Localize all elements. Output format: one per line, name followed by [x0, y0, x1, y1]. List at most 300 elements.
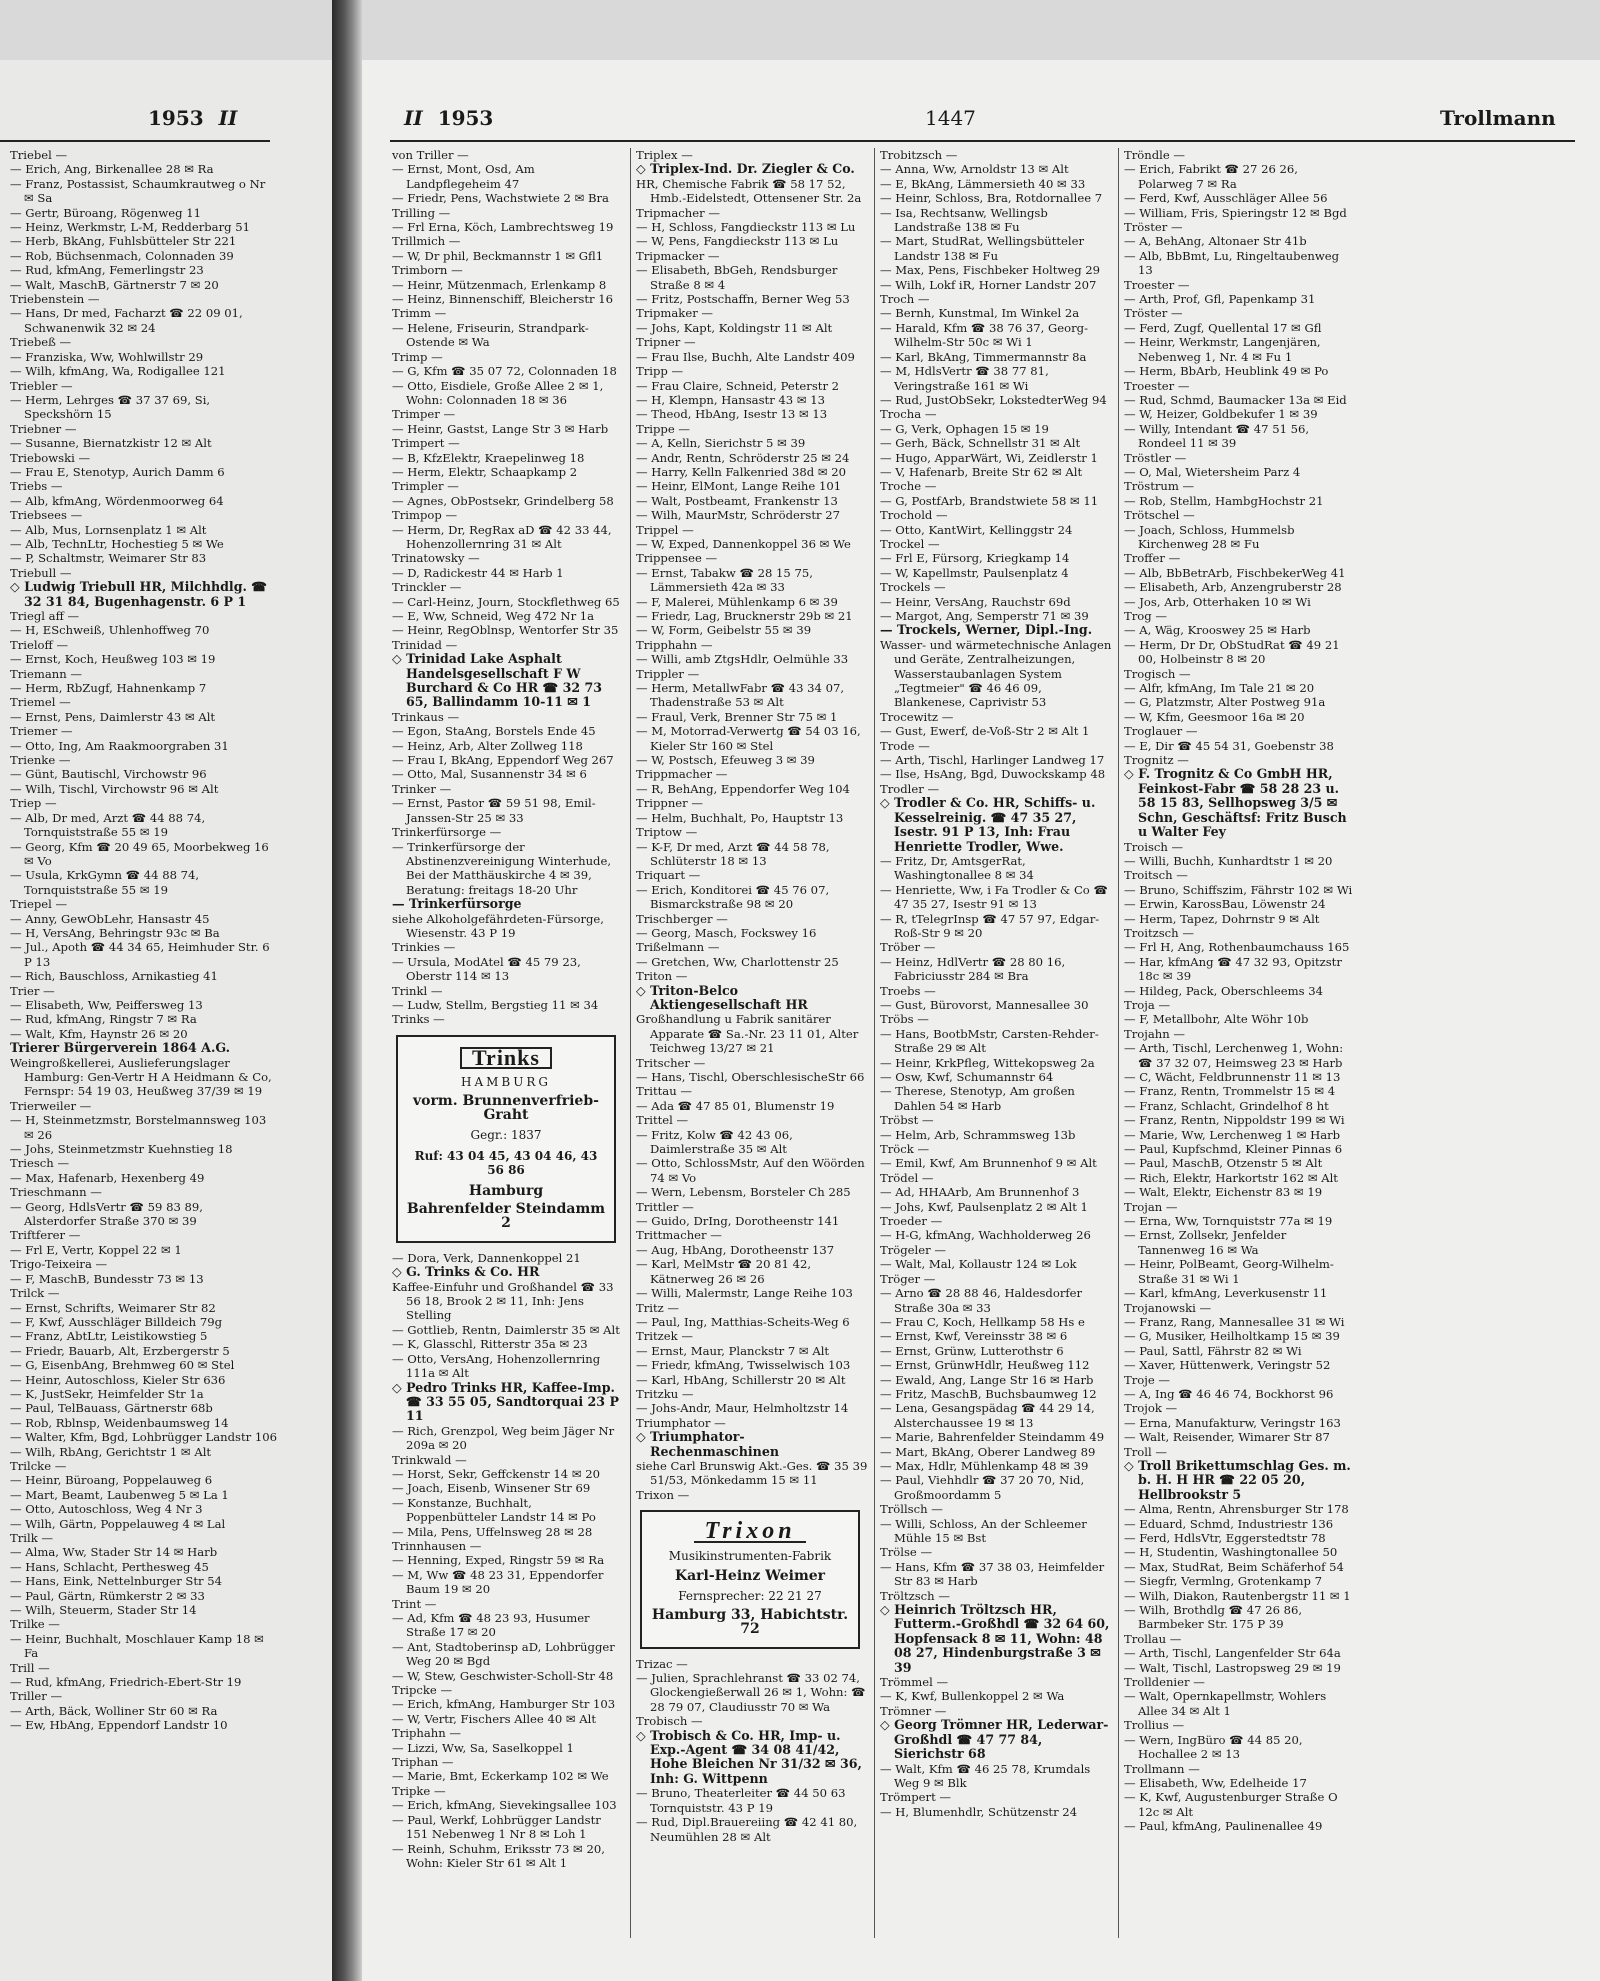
directory-entry: — Ernst, GrünwHdlr, Heußweg 112	[880, 1358, 1090, 1373]
directory-entry: — Karl, HbAng, Schillerstr 20 ✉ Alt	[636, 1372, 846, 1387]
directory-entry: Triegl aff —	[10, 609, 80, 623]
directory-entry: — Max, Hdlr, Mühlenkamp 48 ✉ 39	[880, 1458, 1089, 1473]
directory-entry: Trimp —	[392, 349, 443, 364]
trixon-phone: Fernsprecher: 22 21 27	[678, 1589, 822, 1604]
directory-entry: — Franz, Schlacht, Grindelhof 8 ht	[1124, 1098, 1329, 1113]
directory-entry: Tripmacker —	[636, 248, 720, 263]
directory-entry: Tröstler —	[1124, 450, 1187, 465]
directory-entry: Trömner —	[880, 1703, 947, 1718]
directory-entry: Trobitzsch —	[880, 148, 958, 162]
directory-entry: Kaffee-Einfuhr und Großhandel ☎ 33 56 18, Brook 2 ✉ 11, Inh: Jens Stelling	[392, 1279, 614, 1323]
directory-entry: Trogisch —	[1124, 666, 1191, 681]
directory-entry: Triptow —	[636, 825, 698, 840]
right-column-3	[880, 148, 1112, 1978]
directory-entry: — Heinr, PolBeamt, Georg-Wilhelm-Straße 31 ✉ Wi 1	[1124, 1257, 1334, 1286]
directory-entry: Trojan —	[1124, 1199, 1178, 1214]
trixon-advertisement	[640, 1510, 860, 1648]
directory-entry: — Heinr, ElMont, Lange Reihe 101	[636, 479, 842, 494]
directory-entry: — W, Vertr, Fischers Allee 40 ✉ Alt	[392, 1711, 597, 1726]
directory-entry: — Elisabeth, BbGeh, Rendsburger Straße 8 ✉ 4	[636, 263, 838, 292]
directory-entry: — Alb, Dr med, Arzt ☎ 44 88 74, Tornquiststraße 55 ✉ 19	[10, 810, 206, 840]
directory-entry: ◇ Triplex-Ind. Dr. Ziegler & Co.	[636, 161, 855, 177]
directory-entry: — Arth, Tischl, Langenfelder Str 64a	[1124, 1646, 1341, 1661]
directory-entry: — Alb, kfmAng, Wördenmoorweg 64	[10, 493, 224, 508]
trinks-place: Hamburg	[468, 1182, 544, 1199]
directory-entry: Trippler —	[636, 666, 700, 681]
directory-entry: — Frau E, Stenotyp, Aurich Damm 6	[10, 464, 225, 479]
directory-entry: — Wilh, Diakon, Rautenbergstr 11 ✉ 1	[1124, 1588, 1351, 1603]
directory-entry: — Karl, MelMstr ☎ 20 81 42, Kätnerweg 26 ✉ 26	[636, 1257, 812, 1286]
directory-entry: — Georg, HdlsVertr ☎ 59 83 89, Alsterdorfer Straße 370 ✉ 39	[10, 1199, 203, 1229]
directory-entry: — Julien, Sprachlehranst ☎ 33 02 74, Glockengießerwall 26 ✉ 1, Wohn: ☎ 28 79 07, Claudiusstr 70 ✉ Wa	[636, 1671, 866, 1714]
directory-entry: — Arth, Bäck, Wolliner Str 60 ✉ Ra	[10, 1703, 218, 1718]
directory-entry: — F, Kwf, Ausschläger Billdeich 79g	[10, 1314, 223, 1329]
directory-entry: — Paul, Viehhdlr ☎ 37 20 70, Nid, Großmoordamm 5	[880, 1473, 1085, 1502]
directory-entry: — Hans, Kfm ☎ 37 38 03, Heimfelder Str 83 ✉ Harb	[880, 1559, 1105, 1589]
directory-entry: — Ewald, Ang, Lange Str 16 ✉ Harb	[880, 1372, 1094, 1387]
directory-entry: — Erna, Manufakturw, Veringstr 163	[1124, 1415, 1341, 1430]
directory-entry: — Hans, Schlacht, Perthesweg 45	[10, 1559, 209, 1574]
directory-entry: Trinkwald —	[392, 1452, 467, 1467]
trinks-city: HAMBURG	[461, 1075, 551, 1090]
directory-entry: — Carl-Heinz, Journ, Stockflethweg 65	[392, 594, 620, 609]
directory-entry: — Wilh, Steuerm, Stader Str 14	[10, 1603, 197, 1618]
directory-entry: — Willi, Malermstr, Lange Reihe 103	[636, 1286, 853, 1301]
right-column-4	[1124, 148, 1356, 1978]
left-page	[0, 60, 332, 1981]
directory-entry: — Hans, Tischl, OberschlesischeStr 66	[636, 1070, 865, 1084]
directory-entry: — Mart, StudRat, Wellingsbütteler Landstr 138 ✉ Fu	[880, 234, 1085, 263]
directory-entry: Trinkl —	[392, 983, 443, 998]
directory-entry: — Paul, Ing, Matthias-Scheits-Weg 6	[636, 1314, 850, 1329]
directory-entry: — Herm, Lehrges ☎ 37 37 69, Si, Speckshörn 15	[10, 392, 211, 422]
directory-entry: — Frau I, BkAng, Eppendorf Weg 267	[392, 753, 614, 768]
trinks-address: Bahrenfelder Steindamm 2	[406, 1201, 606, 1232]
directory-entry: Trizac —	[636, 1656, 688, 1671]
directory-entry: — Herm, RbZugf, Hahnenkamp 7	[10, 681, 207, 696]
directory-entry: — Osw, Kwf, Schumannstr 64	[880, 1070, 1054, 1084]
directory-entry: — Marie, Bahrenfelder Steindamm 49	[880, 1430, 1105, 1445]
directory-entry: — G, Platzmstr, Alter Postweg 91a	[1124, 695, 1326, 710]
directory-entry: Trittler —	[636, 1199, 694, 1214]
directory-entry: ◇ Trodler & Co. HR, Schiffs- u. Kesselreinig. ☎ 47 35 27, Isestr. 91 P 13, Inh: Frau Henriette Trodler, Wwe.	[880, 795, 1096, 854]
directory-entry: — Herm, Dr Dr, ObStudRat ☎ 49 21 00, Holbeinstr 8 ✉ 20	[1124, 637, 1340, 667]
directory-entry: — Johs, Kwf, Paulsenplatz 2 ✉ Alt 1	[880, 1199, 1088, 1214]
right-column-1	[392, 148, 624, 1978]
directory-entry: — Frau Claire, Schneid, Peterstr 2	[636, 378, 840, 393]
directory-entry: Trinks —	[392, 1012, 445, 1027]
directory-entry: Triphan —	[392, 1755, 454, 1770]
directory-entry: — W, Dr phil, Beckmannstr 1 ✉ Gfl1	[392, 248, 604, 263]
directory-entry: — Alb, Mus, Lornsenplatz 1 ✉ Alt	[10, 522, 207, 537]
directory-entry: — Arth, Tischl, Harlinger Landweg 17	[880, 753, 1105, 768]
directory-entry: Trieschmann —	[10, 1185, 102, 1200]
directory-entry: — Joach, Schloss, Hummelsb Kirchenweg 28 ✉ Fu	[1124, 522, 1295, 551]
directory-entry: — G, Musiker, Heilholtkamp 15 ✉ 39	[1124, 1329, 1340, 1344]
directory-entry: Trinker —	[392, 781, 452, 796]
directory-entry: Trierer Bürgerverein 1864 A.G.	[10, 1040, 231, 1056]
directory-entry: — A, BehAng, Altonaer Str 41b	[1124, 234, 1307, 249]
directory-entry: Tripmaker —	[636, 306, 714, 321]
directory-entry: — Bernh, Kunstmal, Im Winkel 2a	[880, 306, 1080, 321]
directory-entry: — Alma, Ww, Stader Str 14 ✉ Harb	[10, 1545, 218, 1560]
column-divider	[874, 148, 875, 1938]
directory-entry: — W, Postsch, Efeuweg 3 ✉ 39	[636, 753, 815, 768]
directory-entry: — Helm, Buchhalt, Po, Hauptstr 13	[636, 810, 844, 825]
directory-entry: — Karl, kfmAng, Leverkusenstr 11	[1124, 1286, 1328, 1301]
directory-entry: — Gretchen, Ww, Charlottenstr 25	[636, 954, 839, 969]
directory-entry: — Hans, Dr med, Facharzt ☎ 22 09 01, Schwanenwik 32 ✉ 24	[10, 306, 243, 335]
directory-entry: — Ernst, Schrifts, Weimarer Str 82	[10, 1300, 216, 1315]
directory-entry: — Rud, kfmAng, Friedrich-Ebert-Str 19	[10, 1675, 242, 1690]
directory-entry: — Hugo, ApparWärt, Wi, Zeidlerstr 1	[880, 450, 1098, 465]
directory-entry: — Herm, Elektr, Schaapkamp 2	[392, 464, 578, 479]
directory-entry: Tröllsch —	[880, 1502, 943, 1517]
directory-entry: Troje —	[1124, 1372, 1170, 1387]
directory-entry: Troll —	[1124, 1444, 1167, 1459]
directory-entry: Trollmann —	[1124, 1761, 1200, 1776]
directory-entry: — G, PostfArb, Brandstwiete 58 ✉ 11	[880, 493, 1099, 508]
directory-entry: — Hildeg, Pack, Oberschleems 34	[1124, 983, 1324, 998]
directory-entry: Triebull —	[10, 565, 72, 580]
directory-entry: — Rud, kfmAng, Ringstr 7 ✉ Ra	[10, 1012, 197, 1027]
directory-entry: ◇ Pedro Trinks HR, Kaffee-Imp. ☎ 33 55 05, Sandtorquai 23 P 11	[392, 1379, 619, 1424]
directory-entry: — Alfr, kfmAng, Im Tale 21 ✉ 20	[1124, 681, 1315, 696]
directory-entry: — Heinr, Mützenmach, Erlenkamp 8	[392, 277, 607, 292]
directory-entry: — K, Glasschl, Ritterstr 35a ✉ 23	[392, 1337, 588, 1352]
directory-entry: — M, HdlsVertr ☎ 38 77 81, Veringstraße 161 ✉ Wi	[880, 364, 1049, 393]
directory-entry: Trölse —	[880, 1545, 933, 1560]
directory-entry: Trischberger —	[636, 911, 728, 926]
directory-entry: — Erna, Ww, Tornquiststr 77a ✉ 19	[1124, 1214, 1333, 1229]
directory-entry: — Frl H, Ang, Rothenbaumchauss 165	[1124, 940, 1350, 955]
directory-entry: — W, Pens, Fangdieckstr 113 ✉ Lu	[636, 234, 839, 249]
directory-entry: — Dora, Verk, Dannenkoppel 21	[392, 1250, 581, 1265]
directory-entry: Troester —	[1124, 277, 1190, 292]
directory-entry: — Erich, Ang, Birkenallee 28 ✉ Ra	[10, 162, 214, 177]
left-header-year: 1953	[148, 106, 204, 130]
directory-entry: Trockel —	[880, 536, 940, 551]
directory-entry: Tröbs —	[880, 1012, 929, 1027]
directory-entry: — Paul, MaschB, Otzenstr 5 ✉ Alt	[1124, 1156, 1323, 1171]
directory-entry: ◇ Triton-Belco Aktiengesellschaft HR	[636, 982, 808, 1012]
directory-entry: — H, VersAng, Behringstr 93c ✉ Ba	[10, 925, 220, 940]
trinks-founded: Gegr.: 1837	[470, 1128, 542, 1143]
directory-entry: Trollau —	[1124, 1631, 1182, 1646]
directory-entry: — Egon, StaAng, Borstels Ende 45	[392, 724, 596, 739]
directory-entry: — Rud, Dipl.Brauereiing ☎ 42 41 80, Neumühlen 28 ✉ Alt	[636, 1815, 858, 1844]
directory-entry: Triesch —	[10, 1156, 70, 1171]
directory-entry: Trierweiler —	[10, 1098, 92, 1113]
directory-entry: — Heinz, Arb, Alter Zollweg 118	[392, 738, 583, 753]
directory-entry: Trödel —	[880, 1170, 934, 1185]
trixon-address: Hamburg 33, Habichtstr. 72	[651, 1606, 849, 1638]
directory-entry: Trilck —	[10, 1286, 60, 1301]
directory-entry: — Ernst, Koch, Heußweg 103 ✉ 19	[10, 652, 216, 667]
directory-entry: — K, JustSekr, Heimfelder Str 1a	[10, 1386, 204, 1401]
directory-entry: Trog —	[1124, 609, 1167, 623]
directory-entry: — W, Form, Geibelstr 55 ✉ 39	[636, 623, 812, 638]
directory-entry: — Wilh, RbAng, Gerichtstr 1 ✉ Alt	[10, 1444, 212, 1459]
directory-entry: — Rud, kfmAng, Femerlingstr 23	[10, 263, 204, 278]
directory-entry: — Margot, Ang, Semperstr 71 ✉ 39	[880, 609, 1089, 623]
directory-entry: — A, Kelln, Sierichstr 5 ✉ 39	[636, 436, 806, 451]
directory-entry: — Walter, Kfm, Bgd, Lohbrügger Landstr 106	[10, 1430, 277, 1445]
directory-entry: Troch —	[880, 292, 930, 307]
directory-entry: — Erich, kfmAng, Sievekingsallee 103	[392, 1798, 617, 1813]
directory-entry: — Walt, Reisender, Wimarer Str 87	[1124, 1430, 1330, 1445]
directory-entry: Tritzek —	[636, 1329, 693, 1344]
directory-entry: — Rich, Grenzpol, Weg beim Jäger Nr 209a ✉ 20	[392, 1423, 615, 1453]
trinks-advertisement	[396, 1035, 616, 1243]
left-header-rule	[0, 140, 270, 142]
directory-entry: — Georg, Masch, Fockswey 16	[636, 925, 817, 940]
directory-entry: Triebeß —	[10, 335, 72, 350]
directory-entry: — Eduard, Schmd, Industriestr 136	[1124, 1516, 1334, 1531]
directory-entry: — Harald, Kfm ☎ 38 76 37, Georg-Wilhelm-Str 50c ✉ Wi 1	[880, 320, 1088, 350]
directory-entry: — W, Exped, Dannenkoppel 36 ✉ We	[636, 536, 851, 551]
directory-entry: — Susanne, Biernatzkistr 12 ✉ Alt	[10, 436, 212, 451]
directory-entry: — Ernst, Kwf, Vereinsstr 38 ✉ 6	[880, 1329, 1068, 1344]
directory-entry: — K-F, Dr med, Arzt ☎ 44 58 78, Schlüterstr 18 ✉ 13	[636, 839, 830, 868]
directory-entry: Trötschel —	[1124, 508, 1195, 523]
directory-entry: — Siegfr, Vermlng, Grotenkamp 7	[1124, 1574, 1322, 1589]
directory-entry: — Mila, Pens, Uffelnsweg 28 ✉ 28	[392, 1524, 593, 1539]
directory-entry: — Arno ☎ 28 88 46, Haldesdorfer Straße 30a ✉ 33	[880, 1286, 1083, 1315]
directory-entry: Tripp —	[636, 364, 684, 379]
directory-entry: — Ernst, Grünw, Lutterothstr 6	[880, 1343, 1064, 1358]
directory-entry: Trocewitz —	[880, 709, 954, 724]
directory-entry: — Bruno, Theaterleiter ☎ 44 50 63 Tornquiststr. 43 P 19	[636, 1786, 846, 1815]
directory-entry: — A, Ing ☎ 46 46 74, Bockhorst 96	[1124, 1386, 1334, 1401]
directory-entry: Trobisch —	[636, 1714, 703, 1729]
directory-entry: Trilling —	[392, 205, 451, 220]
directory-entry: — Rud, JustObSekr, LokstedterWeg 94	[880, 392, 1107, 407]
directory-entry: Trimpler —	[392, 479, 459, 494]
directory-entry: — Wern, Lebensm, Borsteler Ch 285	[636, 1185, 851, 1200]
directory-entry: — R, BehAng, Eppendorfer Weg 104	[636, 781, 850, 796]
directory-entry: — Reinh, Schuhm, Eriksstr 73 ✉ 20, Wohn: Kieler Str 61 ✉ Alt 1	[392, 1841, 605, 1870]
directory-entry: Trippner —	[636, 796, 703, 811]
directory-entry: Troeder —	[880, 1214, 943, 1229]
trinks-phone: Ruf: 43 04 45, 43 04 46, 43 56 86	[414, 1148, 598, 1178]
directory-entry: — Rich, Elektr, Harkortstr 162 ✉ Alt	[1124, 1170, 1338, 1185]
directory-entry: — Walt, Tischl, Lastropsweg 29 ✉ 19	[1124, 1660, 1341, 1675]
directory-entry: — Max, Hafenarb, Hexenberg 49	[10, 1170, 205, 1185]
directory-entry: — Gust, Bürovorst, Mannesallee 30	[880, 997, 1089, 1012]
directory-entry: — Walt, Postbeamt, Frankenstr 13	[636, 493, 838, 508]
directory-entry: — Hans, Eink, Nettelnburger Str 54	[10, 1574, 223, 1589]
directory-entry: ◇ Triumphator-Rechenmaschinen	[636, 1429, 779, 1459]
directory-entry: — Theod, HbAng, Isestr 13 ✉ 13	[636, 407, 828, 422]
directory-entry: Trippmacher —	[636, 767, 728, 782]
directory-entry: — Alb, BbBetrArb, FischbekerWeg 41	[1124, 565, 1346, 580]
directory-entry: — A, Wäg, Krooswey 25 ✉ Harb	[1124, 623, 1311, 638]
directory-entry: Troebs —	[880, 983, 936, 998]
directory-entry: Trimborn —	[392, 263, 463, 278]
directory-entry: — Otto, Ing, Am Raakmoorgraben 31	[10, 738, 229, 753]
directory-entry: — Rud, Schmd, Baumacker 13a ✉ Eid	[1124, 392, 1347, 407]
directory-entry: — Otto, VersAng, Hohenzollernring 111a ✉ Alt	[392, 1351, 601, 1381]
directory-entry: — Fritz, Kolw ☎ 42 43 06, Daimlerstraße 35 ✉ Alt	[636, 1127, 793, 1157]
directory-entry: Troisch —	[1124, 839, 1184, 854]
directory-entry: — Willi, amb ZtgsHdlr, Oelmühle 33	[636, 652, 849, 667]
directory-entry: — Willy, Intendant ☎ 47 51 56, Rondeel 11 ✉ 39	[1124, 421, 1310, 451]
directory-entry: — Günt, Bautischl, Virchowstr 96	[10, 767, 207, 782]
directory-entry: Trögeler —	[880, 1242, 946, 1257]
directory-entry: — Walt, Opernkapellmstr, Wohlers Allee 34 ✉ Alt 1	[1124, 1689, 1327, 1718]
directory-entry: Triebenstein —	[10, 292, 100, 307]
directory-entry: — Heinr, Autoschloss, Kieler Str 636	[10, 1372, 226, 1387]
directory-entry: Tröster —	[1124, 306, 1183, 321]
directory-entry: — Arth, Tischl, Lerchenweg 1, Wohn: ☎ 37 32 07, Heimsweg 23 ✉ Harb	[1124, 1041, 1344, 1070]
directory-entry: Troglauer —	[1124, 724, 1198, 739]
directory-entry: — Helene, Friseurin, Strandpark-Ostende ✉ Wa	[392, 320, 589, 350]
directory-entry: — Henning, Exped, Ringstr 59 ✉ Ra	[392, 1553, 605, 1568]
directory-entry: — G, Kfm ☎ 35 07 72, Colonnaden 18	[392, 364, 617, 379]
directory-entry: ◇ Trinidad Lake Asphalt Handelsgesellschaft F W Burchard & Co HR ☎ 32 73 65, Ballindamm 10-11 ✉ 1	[392, 651, 603, 710]
directory-entry: — Herm, BbArb, Heublink 49 ✉ Po	[1124, 364, 1329, 379]
directory-entry: — W, Stew, Geschwister-Scholl-Str 48	[392, 1668, 614, 1683]
directory-entry: — Arth, Prof, Gfl, Papenkamp 31	[1124, 292, 1316, 307]
directory-entry: Tripmacher —	[636, 205, 720, 220]
directory-entry: — Fritz, Postschaffn, Berner Weg 53	[636, 292, 850, 307]
directory-entry: — Willi, Schloss, An der Schleemer Mühle 15 ✉ Bst	[880, 1516, 1087, 1545]
directory-entry: — Harry, Kelln Falkenried 38d ✉ 20	[636, 464, 847, 479]
directory-entry: — Johs, Steinmetzmstr Kuehnstieg 18	[10, 1142, 233, 1157]
directory-entry: Triebner —	[10, 421, 77, 436]
directory-entry: Trockels —	[880, 580, 946, 595]
directory-entry: — Alma, Rentn, Ahrensburger Str 178	[1124, 1502, 1349, 1517]
right-header-rule	[390, 140, 1575, 142]
left-column	[10, 148, 278, 1978]
directory-entry: — M, Ww ☎ 48 23 31, Eppendorfer Baum 19 ✉ 20	[392, 1567, 604, 1597]
directory-entry: — Andr, Rentn, Schröderstr 25 ✉ 24	[636, 450, 850, 465]
directory-entry: — H, Studentin, Washingtonallee 50	[1124, 1545, 1338, 1560]
directory-entry: Trieloff —	[10, 637, 69, 652]
directory-entry: — H-G, kfmAng, Wachholderweg 26	[880, 1228, 1091, 1243]
right-header-label: II	[404, 106, 423, 130]
directory-entry: Großhandlung u Fabrik sanitärer Apparate ☎ Sa.-Nr. 23 11 01, Alter Teichweg 13/27 ✉ 21	[636, 1012, 859, 1056]
directory-entry: — Jul., Apoth ☎ 44 34 65, Heimhuder Str. 6 P 13	[10, 940, 270, 969]
directory-entry: von Triller —	[392, 148, 469, 162]
directory-entry: — Paul, kfmAng, Paulinenallee 49	[1124, 1819, 1323, 1834]
directory-entry: Trittel —	[636, 1113, 689, 1128]
directory-entry: — Rob, Stellm, HambgHochstr 21	[1124, 493, 1324, 508]
directory-entry: — Walt, Kfm ☎ 46 25 78, Krumdals Weg 9 ✉ Blk	[880, 1761, 1091, 1790]
directory-entry: — Heinz, HdlVertr ☎ 28 80 16, Fabriciusstr 284 ✉ Bra	[880, 954, 1066, 984]
directory-entry: — Friedr, Lag, Brucknerstr 29b ✉ 21	[636, 609, 853, 623]
directory-entry: — Paul, Sattl, Fährstr 82 ✉ Wi	[1124, 1343, 1302, 1358]
directory-entry: ◇ Ludwig Triebull HR, Milchhdlg. ☎ 32 31 84, Bugenhagenstr. 6 P 1	[10, 579, 267, 609]
directory-entry: — H, Blumenhdlr, Schützenstr 24	[880, 1804, 1078, 1819]
directory-entry: Tripcke —	[392, 1683, 453, 1698]
directory-entry: Trömpert —	[880, 1790, 952, 1805]
directory-entry: — Max, Pens, Fischbeker Holtweg 29	[880, 263, 1101, 278]
directory-entry: — D, Radickestr 44 ✉ Harb 1	[392, 565, 564, 580]
directory-entry: — Ilse, HsAng, Bgd, Duwockskamp 48	[880, 767, 1106, 782]
directory-entry: — Rich, Bauschloss, Arnikastieg 41	[10, 969, 218, 984]
directory-entry: — Franz, Rentn, Nippoldstr 199 ✉ Wi	[1124, 1113, 1345, 1128]
directory-entry: — Horst, Sekr, Geffckenstr 14 ✉ 20	[392, 1466, 600, 1481]
directory-entry: Troitzsch —	[1124, 925, 1194, 940]
directory-entry: Triemann —	[10, 666, 82, 681]
directory-entry: — Anny, GewObLehr, Hansastr 45	[10, 911, 210, 926]
directory-entry: — Johs, Kapt, Koldingstr 11 ✉ Alt	[636, 320, 833, 335]
directory-entry: Trippe —	[636, 421, 690, 436]
directory-entry: Trimpert —	[392, 436, 460, 451]
directory-entry: Tritz —	[636, 1300, 680, 1315]
directory-entry: — Herm, Dr, RegRax aD ☎ 42 33 44, Hohenzollernring 31 ✉ Alt	[392, 522, 612, 551]
directory-entry: — Ant, Stadtoberinsp aD, Lohbrügger Weg 20 ✉ Bgd	[392, 1639, 615, 1669]
directory-entry: Trodler —	[880, 781, 940, 796]
directory-entry: — Xaver, Hüttenwerk, Veringstr 52	[1124, 1358, 1331, 1373]
directory-entry: Weingroßkellerei, Auslieferungslager Hamburg: Gen-Vertr H A Heidmann & Co, Fernspr: 54 19 03, Heußweg 37/39 ✉ 19	[10, 1055, 272, 1099]
directory-entry: — Frl Erna, Köch, Lambrechtsweg 19	[392, 220, 614, 235]
directory-entry: Triep —	[10, 796, 57, 811]
directory-entry: Tripner —	[636, 335, 696, 350]
directory-entry: Tröger —	[880, 1271, 936, 1286]
directory-entry: Triebowski —	[10, 450, 91, 465]
directory-entry: — Otto, KantWirt, Kellinggstr 24	[880, 522, 1073, 537]
directory-entry: — Fritz, MaschB, Buchsbaumweg 12	[880, 1386, 1097, 1401]
directory-entry: — Erich, Konditorei ☎ 45 76 07, Bismarckstraße 98 ✉ 20	[636, 882, 830, 912]
directory-entry: — Ernst, Mont, Osd, Am Landpflegeheim 47	[392, 162, 535, 191]
directory-entry: — Emil, Kwf, Am Brunnenhof 9 ✉ Alt	[880, 1156, 1097, 1171]
directory-entry: — Alb, BbBmt, Lu, Ringeltaubenweg 13	[1124, 248, 1340, 278]
directory-entry: — Elisabeth, Ww, Edelheide 17	[1124, 1775, 1307, 1790]
directory-entry: — W, Kfm, Geesmoor 16a ✉ 20	[1124, 709, 1305, 724]
directory-entry: — F, MaschB, Bundesstr 73 ✉ 13	[10, 1271, 204, 1286]
directory-entry: — H, ESchweiß, Uhlenhoffweg 70	[10, 623, 210, 638]
directory-entry: — Wilh, Lokf iR, Horner Landstr 207	[880, 277, 1097, 292]
directory-entry: — Wilh, MaurMstr, Schröderstr 27	[636, 508, 840, 523]
directory-entry: — Frau C, Koch, Hellkamp 58 Hs e	[880, 1314, 1085, 1329]
directory-entry: — F, Metallbohr, Alte Wöhr 10b	[1124, 1012, 1309, 1027]
directory-entry: — Walt, Mal, Kollaustr 124 ✉ Lok	[880, 1257, 1077, 1272]
directory-entry: — Paul, Gärtn, Rümkerstr 2 ✉ 33	[10, 1588, 205, 1603]
directory-entry: — P, Schaltmstr, Weimarer Str 83	[10, 551, 207, 566]
directory-entry: Trilke —	[10, 1617, 60, 1632]
directory-entry: — Wilh, kfmAng, Wa, Rodigallee 121	[10, 364, 226, 379]
directory-entry: Trippensee —	[636, 551, 718, 566]
directory-entry: — Lena, Gesangspädag ☎ 44 29 14, Alsterchaussee 19 ✉ 13	[880, 1401, 1095, 1430]
directory-entry: Tröber —	[880, 940, 936, 955]
directory-entry: siehe Alkoholgefährdeten-Fürsorge, Wiesenstr. 43 P 19	[392, 911, 604, 940]
directory-entry: — C, Wächt, Feldbrunnenstr 11 ✉ 13	[1124, 1070, 1341, 1084]
directory-entry: — Agnes, ObPostsekr, Grindelberg 58	[392, 493, 614, 508]
directory-entry: Tröbst —	[880, 1113, 934, 1128]
right-column-2	[636, 148, 868, 1978]
directory-entry: Troche —	[880, 479, 937, 494]
directory-entry: — Gottlieb, Rentn, Daimlerstr 35 ✉ Alt	[392, 1322, 620, 1337]
directory-entry: — Heinr, Gastst, Lange Str 3 ✉ Harb	[392, 421, 609, 436]
directory-entry: — G, Verk, Ophagen 15 ✉ 19	[880, 421, 1049, 436]
directory-entry: — Ernst, Pens, Daimlerstr 43 ✉ Alt	[10, 709, 216, 724]
directory-entry: — Anna, Ww, Arnoldstr 13 ✉ Alt	[880, 162, 1069, 177]
directory-entry: — Ernst, Pastor ☎ 59 51 98, Emil-Janssen-Str 25 ✉ 33	[392, 796, 596, 825]
directory-entry: — Heinr, RegOblnsp, Wentorfer Str 35	[392, 623, 619, 638]
directory-entry: — Aug, HbAng, Dorotheenstr 137	[636, 1242, 835, 1257]
directory-entry: ◇ Troll Brikettumschlag Ges. m. b. H. H HR ☎ 22 05 20, Hellbrookstr 5	[1124, 1457, 1351, 1502]
directory-entry: Tritscher —	[636, 1055, 706, 1070]
directory-entry: ◇ Heinrich Tröltzsch HR, Futterm.-Großhdl ☎ 32 64 60, Hopfensack 8 ✉ 11, Wohn: 48 08 27, Hindenburgstraße 3 ✉ 39	[880, 1602, 1110, 1675]
right-header-year: 1953	[437, 106, 494, 130]
directory-entry: — Wilh, Gärtn, Poppelauweg 4 ✉ Lal	[10, 1516, 226, 1531]
directory-entry: — Franz, Rentn, Trommelstr 15 ✉ 4	[1124, 1084, 1336, 1099]
directory-entry: Trimm —	[392, 306, 447, 321]
directory-entry: — Johs-Andr, Maur, Helmholtzstr 14	[636, 1401, 849, 1416]
